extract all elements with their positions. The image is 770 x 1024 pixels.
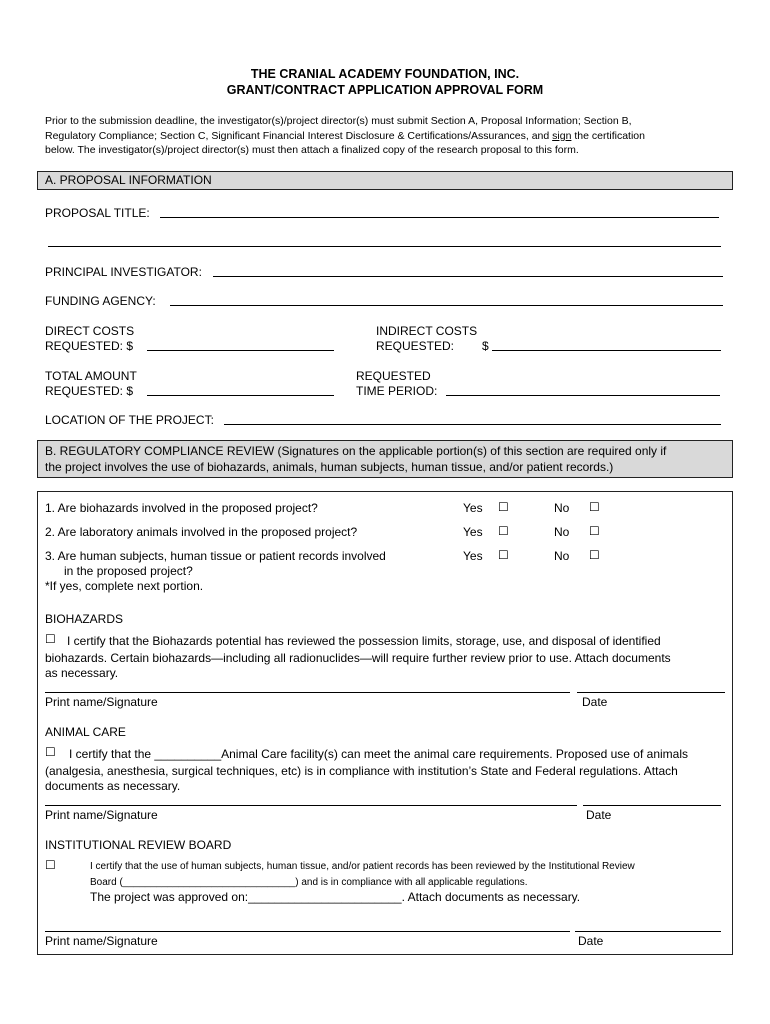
question-1-yes-label: Yes	[463, 501, 483, 515]
irb-cert-line3: The project was approved on:_______________________. Attach documents as necessary.	[90, 890, 581, 904]
question-3-yes-label: Yes	[463, 549, 483, 563]
funding-agency-label: FUNDING AGENCY:	[45, 294, 156, 308]
intro-line-2: Regulatory Compliance; Section C, Significant Financial Interest Disclosure & Certifications/Assurances, and sign the certification	[45, 130, 645, 142]
proposal-title-field[interactable]	[160, 217, 719, 218]
principal-investigator-label: PRINCIPAL INVESTIGATOR:	[45, 265, 202, 279]
question-3-no-label: No	[554, 549, 570, 563]
animal-care-signature-label: Print name/Signature	[45, 808, 158, 822]
section-b-heading-line2: the project involves the use of biohazards, animals, human subjects, human tissue, and/or patient records.)	[45, 460, 614, 474]
animal-care-heading: ANIMAL CARE	[45, 725, 126, 739]
irb-signature-field[interactable]	[45, 931, 570, 932]
irb-approval-date-blank[interactable]: _______________________	[248, 890, 402, 904]
question-2-yes-label: Yes	[463, 525, 483, 539]
total-amount-label-1: TOTAL AMOUNT	[45, 369, 137, 383]
question-3-continued: in the proposed project?	[64, 564, 193, 578]
proposal-title-field-line-2[interactable]	[48, 246, 721, 247]
irb-date-field[interactable]	[575, 931, 721, 932]
animal-care-checkbox[interactable]: ☐	[45, 745, 56, 759]
question-1-yes-checkbox[interactable]: ☐	[498, 500, 509, 514]
question-3-note: *If yes, complete next portion.	[45, 579, 204, 593]
irb-cert-line1: I certify that the use of human subjects, human tissue, and/or patient records has been reviewed by the Institutional Review	[90, 861, 635, 872]
biohazards-cert-line1: I certify that the Biohazards potential has reviewed the possession limits, storage, use, and disposal of identified	[67, 634, 661, 648]
funding-agency-field[interactable]	[170, 305, 723, 306]
biohazards-heading: BIOHAZARDS	[45, 612, 124, 626]
question-2-no-checkbox[interactable]: ☐	[589, 524, 600, 538]
biohazards-cert-line3: as necessary.	[45, 666, 119, 680]
form-title-line1: THE CRANIAL ACADEMY FOUNDATION, INC.	[250, 67, 520, 81]
question-2: 2. Are laboratory animals involved in the proposed project?	[45, 525, 358, 539]
animal-care-cert-line3: documents as necessary.	[45, 779, 181, 793]
biohazards-signature-field[interactable]	[45, 692, 570, 693]
location-field[interactable]	[224, 424, 721, 425]
total-amount-label-2: REQUESTED: $	[45, 384, 134, 398]
irb-board-blank[interactable]: _______________________________	[122, 877, 296, 888]
biohazards-date-field[interactable]	[577, 692, 725, 693]
irb-signature-label: Print name/Signature	[45, 934, 158, 948]
animal-care-cert-line1: I certify that the __________Animal Care facility(s) can meet the animal care requirements. Proposed use of animals	[69, 747, 688, 761]
question-3: 3. Are human subjects, human tissue or patient records involved	[45, 549, 386, 563]
biohazards-cert-line2: biohazards. Certain biohazards—including all radionuclides—will require further review prior to use. Attach documents	[45, 651, 671, 665]
direct-costs-field[interactable]	[147, 350, 334, 351]
section-b-heading-line1: B. REGULATORY COMPLIANCE REVIEW (Signatures on the applicable portion(s) of this section are required only if	[45, 444, 667, 458]
question-3-no-checkbox[interactable]: ☐	[589, 548, 600, 562]
indirect-costs-label-1: INDIRECT COSTS	[376, 324, 478, 338]
irb-checkbox[interactable]: ☐	[45, 858, 56, 872]
question-1: 1. Are biohazards involved in the proposed project?	[45, 501, 318, 515]
intro-line-1: Prior to the submission deadline, the investigator(s)/project director(s) must submit Section A, Proposal Information; Section B,	[45, 115, 632, 127]
time-period-field[interactable]	[446, 395, 720, 396]
animal-care-date-field[interactable]	[583, 805, 721, 806]
animal-care-cert-line2: (analgesia, anesthesia, surgical techniques, etc) is in compliance with institution’s State and Federal regulations. Attach	[45, 764, 678, 778]
direct-costs-label-1: DIRECT COSTS	[45, 324, 135, 338]
intro-line-3: below. The investigator(s)/project director(s) must then attach a finalized copy of the research proposal to this form.	[45, 144, 579, 156]
indirect-costs-field[interactable]	[492, 350, 721, 351]
indirect-costs-label-2: REQUESTED:	[376, 339, 455, 353]
total-amount-field[interactable]	[147, 395, 334, 396]
question-1-no-checkbox[interactable]: ☐	[589, 500, 600, 514]
biohazards-signature-label: Print name/Signature	[45, 695, 158, 709]
biohazards-checkbox[interactable]: ☐	[45, 632, 56, 646]
biohazards-date-label: Date	[582, 695, 608, 709]
animal-care-date-label: Date	[586, 808, 612, 822]
irb-heading: INSTITUTIONAL REVIEW BOARD	[45, 838, 232, 852]
time-period-label-2: TIME PERIOD:	[356, 384, 438, 398]
indirect-costs-dollar: $	[482, 339, 489, 353]
section-a-heading: A. PROPOSAL INFORMATION	[45, 173, 212, 187]
location-label: LOCATION OF THE PROJECT:	[45, 413, 214, 427]
animal-care-facility-blank[interactable]: __________	[154, 747, 222, 761]
irb-cert-line2: Board (_______________________________) and is in compliance with all applicable regulations.	[90, 877, 528, 888]
proposal-title-label: PROPOSAL TITLE:	[45, 206, 150, 220]
animal-care-signature-field[interactable]	[45, 805, 577, 806]
irb-date-label: Date	[578, 934, 604, 948]
question-2-no-label: No	[554, 525, 570, 539]
question-2-yes-checkbox[interactable]: ☐	[498, 524, 509, 538]
principal-investigator-field[interactable]	[213, 276, 723, 277]
direct-costs-label-2: REQUESTED: $	[45, 339, 134, 353]
question-1-no-label: No	[554, 501, 570, 515]
time-period-label-1: REQUESTED	[356, 369, 431, 383]
question-3-yes-checkbox[interactable]: ☐	[498, 548, 509, 562]
form-title-line2: GRANT/CONTRACT APPLICATION APPROVAL FORM	[226, 83, 544, 97]
